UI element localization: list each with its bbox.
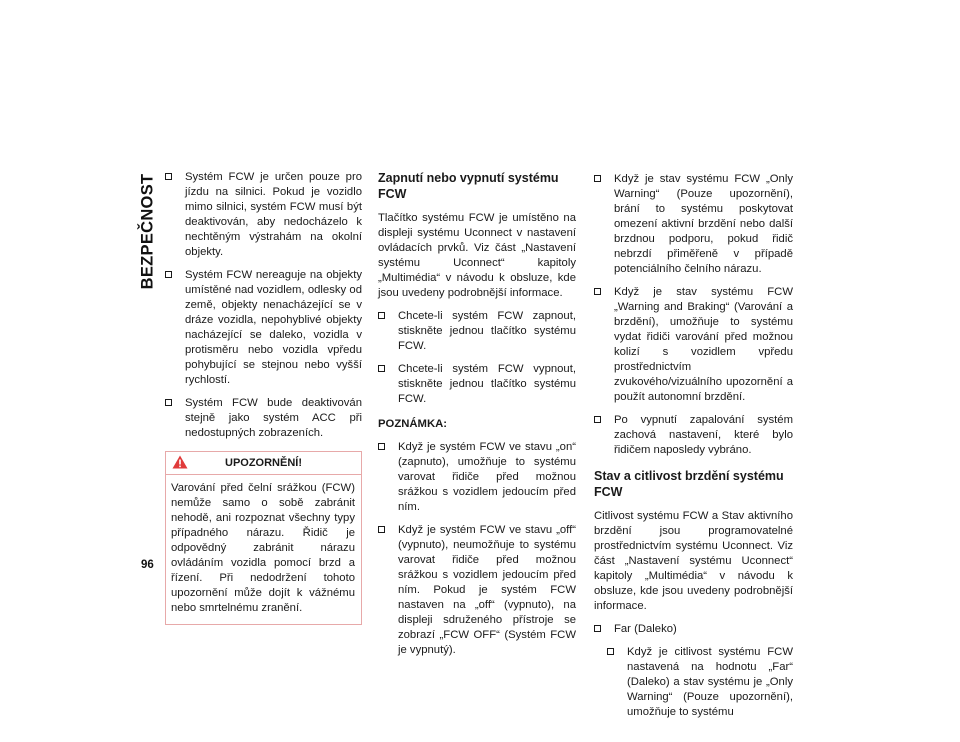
list-item-text: Chcete-li systém FCW zapnout, stiskněte jednou tlačítko systému FCW.	[398, 310, 576, 352]
square-bullet-icon	[594, 625, 601, 632]
column-1	[165, 170, 362, 625]
square-bullet-icon	[594, 288, 601, 295]
list-item-text: Když je stav systému FCW „Warning and Braking“ (Varování a brzdění), umožňuje to systému vydat řidiči varování před možnou kolizí s vozidlem vpředu prostřednictvím zvukového/vizuálního upozornění a použít autonomní brzdění.	[614, 286, 793, 403]
list-item	[594, 172, 793, 277]
column-3	[594, 172, 793, 728]
warning-title: UPOZORNĚNÍ!	[225, 456, 302, 469]
list-item-text: Když je systém FCW ve stavu „on“ (zapnuto), umožňuje to systému varovat řidiče před možnou srážkou s vozidlem jedoucím před ním.	[398, 441, 576, 513]
square-bullet-icon	[594, 416, 601, 423]
list-item	[165, 396, 362, 441]
list-item-text: Far (Daleko)	[614, 623, 677, 635]
square-bullet-icon	[165, 173, 172, 180]
square-bullet-icon	[378, 365, 385, 372]
square-bullet-icon	[165, 271, 172, 278]
warning-header	[166, 452, 361, 475]
list-item	[594, 413, 793, 458]
list-item-text: Systém FCW je určen pouze pro jízdu na silnici. Pokud je vozidlo mimo silnici, systém FCW musí být deaktivován, aby nedocházelo k nechtěným výstrahám na okolní objekty.	[185, 171, 362, 258]
list-item	[378, 309, 576, 354]
square-bullet-icon	[378, 443, 385, 450]
warning-triangle-icon	[172, 455, 188, 469]
list-item	[165, 268, 362, 388]
list-item	[594, 622, 793, 637]
paragraph: Tlačítko systému FCW je umístěno na displeji systému Uconnect v nastavení ovládacích prvků. Viz část „Nastavení systému Uconnect“ kapitoly „Multimédia“ v návodu k obsluze, kde jsou uvedeny podrobnější informace.	[378, 212, 576, 299]
list-item	[594, 285, 793, 405]
square-bullet-icon	[607, 648, 614, 655]
list-item	[165, 170, 362, 260]
sub-list-item	[607, 645, 793, 720]
warning-text: Varování před čelní srážkou (FCW) nemůže samo o sobě zabránit nehodě, ani rozpoznat všechny typy případného nárazu. Řidič je odpovědný zabránit nárazu ovládáním vozidla pomocí brzd a řízení. Při nedodržení tohoto upozornění může dojít k vážnému nebo smrtelnému zranění.	[171, 482, 355, 614]
list-item-text: Když je systém FCW ve stavu „off“ (vypnuto), neumožňuje to systému varovat řidiče před možnou srážkou s vozidlem jedoucím před ním. Pokud je systém FCW nastaven na „off“ (vypnuto), na displeji sdruženého přístroje se zobrazí „FCW OFF“ (Systém FCW je vypnutý).	[398, 524, 576, 656]
list-item	[378, 440, 576, 515]
list-item-text: Systém FCW bude deaktivován stejně jako systém ACC při nedostupných zobrazeních.	[185, 397, 362, 439]
section-heading: Zapnutí nebo vypnutí systému FCW	[378, 171, 559, 201]
section-tab	[136, 168, 160, 294]
list-item	[378, 523, 576, 658]
warning-box	[165, 451, 362, 625]
list-item-text: Když je citlivost systému FCW nastavená na hodnotu „Far“ (Daleko) a stav systému je „Only Warning“ (Pouze upozornění), umožňuje to systému	[627, 646, 793, 718]
list-item	[378, 362, 576, 407]
list-item-text: Když je stav systému FCW „Only Warning“ (Pouze upozornění), brání to systému poskytovat omezení aktivní brzdění nebo další brzdnou podporu, pokud řidič nebrzdí přiměřeně v případě potenciálního čelního nárazu.	[614, 173, 793, 275]
list-item-text: Chcete-li systém FCW vypnout, stiskněte jednou tlačítko systému FCW.	[398, 363, 576, 405]
note-heading: POZNÁMKA:	[378, 418, 448, 430]
list-item-text: Systém FCW nereaguje na objekty umístěné nad vozidlem, odlesky od země, objekty nenacházející se v dráze vozidla, nepohyblivé objekty nacházející se daleko, vozidla v protisměru nebo vozidla vpředu pohybující se stejnou nebo vyšší rychlostí.	[185, 269, 362, 386]
paragraph: Citlivost systému FCW a Stav aktivního brzdění jsou programovatelné prostřednictvím systému Uconnect. Viz část „Nastavení systému Uconnect“ kapitoly „Multimédia“ v návodu k obsluze, kde jsou uvedeny podrobnější informace.	[594, 510, 793, 612]
section-tab-label: BEZPEČNOST	[138, 173, 157, 289]
square-bullet-icon	[378, 526, 385, 533]
square-bullet-icon	[594, 175, 601, 182]
list-item-text: Po vypnutí zapalování systém zachová nastavení, které bylo řidičem naposledy vybráno.	[614, 414, 793, 456]
section-heading: Stav a citlivost brzdění systému FCW	[594, 469, 784, 499]
page-number: 96	[141, 559, 154, 571]
column-2	[378, 170, 576, 666]
square-bullet-icon	[378, 312, 385, 319]
square-bullet-icon	[165, 399, 172, 406]
